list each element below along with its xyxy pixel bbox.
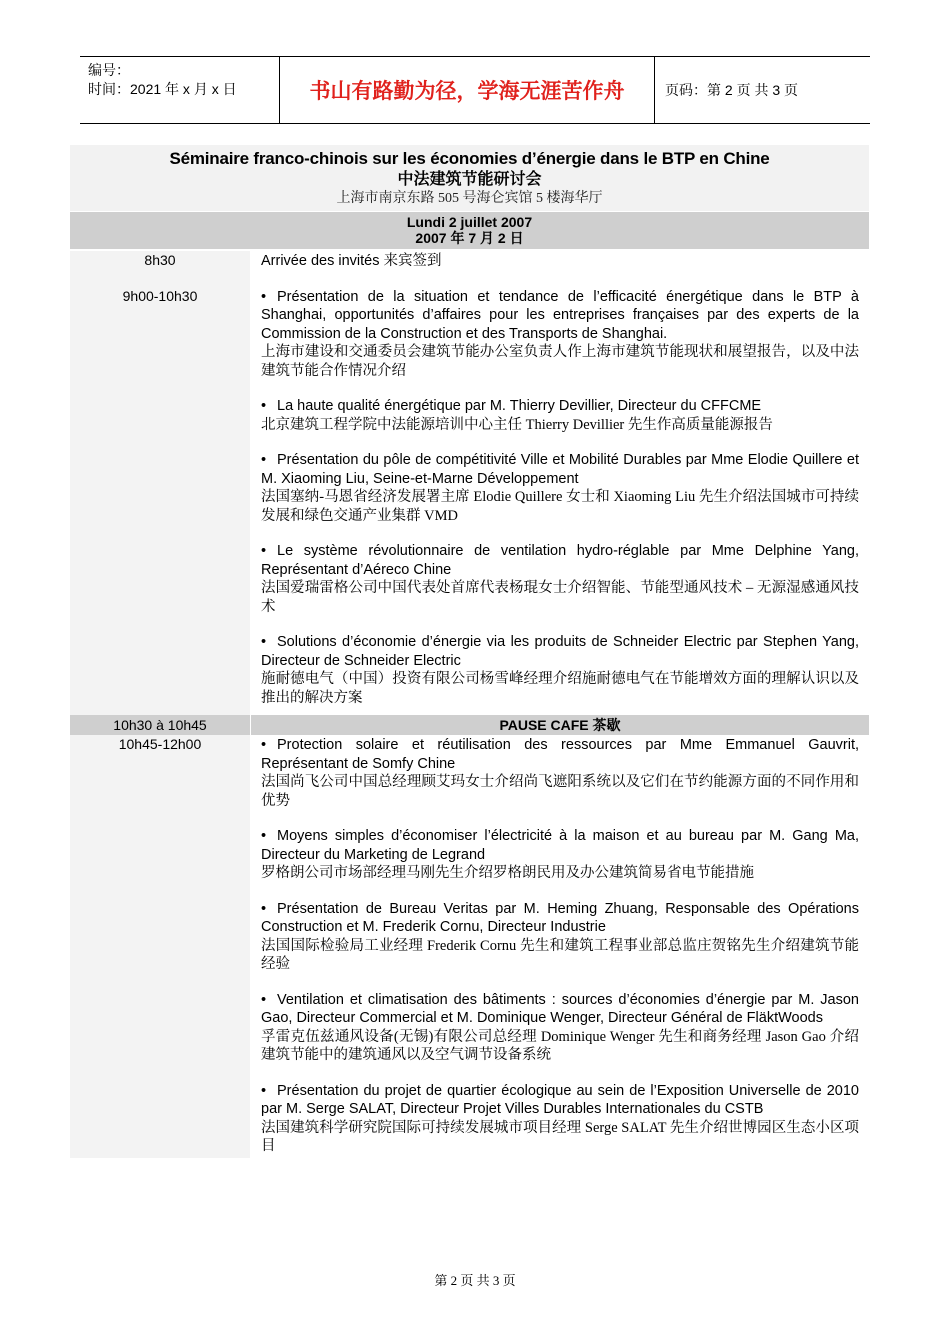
session-morning-2 xyxy=(70,735,869,1158)
time-column xyxy=(70,735,250,1158)
page-header xyxy=(80,56,870,124)
date-cn: 2007 年 7 月 2 日 xyxy=(415,230,524,246)
pause-row xyxy=(70,715,869,735)
pause-label: PAUSE CAFE 茶歇 xyxy=(250,715,869,735)
bullet-icon: • xyxy=(261,634,267,650)
content-column xyxy=(250,735,869,1158)
bullet-icon: • xyxy=(261,1082,267,1099)
seminar-address: 上海市南京东路 505 号海仑宾馆 5 楼海华厅 xyxy=(336,191,603,206)
list-item: • Moyens simples d’économiser l’électricité à la maison et au bureau par M. Gang Ma, Directeur du Marketing de Legrand 罗格朗公司市场部经理马刚先生介绍罗格朗民用及办公建筑简易省电节能措施 xyxy=(261,828,859,881)
seminar-title-block xyxy=(70,145,869,211)
bullet-icon: • xyxy=(261,900,267,917)
agenda-table xyxy=(70,145,869,1158)
seminar-title-fr: Séminaire franco-chinois sur les économies d’énergie dans le BTP en Chine xyxy=(169,149,770,168)
time-slot: 9h00-10h30 xyxy=(122,287,198,304)
page-footer: 第 2 页 共 3 页 xyxy=(434,1273,516,1288)
arrival-text: Arrivée des invités 来宾签到 xyxy=(261,253,442,269)
seminar-title-cn: 中法建筑节能研讨会 xyxy=(397,171,542,188)
header-time-label: 时间：2021 年 x 月 x 日 xyxy=(88,81,237,97)
bullet-icon: • xyxy=(261,452,267,468)
bullet-icon: • xyxy=(261,828,267,844)
list-item: • Ventilation et climatisation des bâtiments : sources d’économies d’énergie par M. Jason Gao, Directeur Commercial et M. Dominique Wenger, Directeur Général de FläktWoods 孚雷克伍兹通风设备(无锡)有限公司总经理 Dominique Wenger 先生和商务经理 Jason Gao 介绍建筑节能中的建筑通风以及空气调节设备系统 xyxy=(261,991,859,1063)
header-number-label: 编号： xyxy=(88,62,130,78)
header-page-label: 页码：第 2 页 共 3 页 xyxy=(665,82,799,98)
bullet-icon: • xyxy=(261,398,267,414)
time-slot: 10h45-12h00 xyxy=(118,736,202,752)
bullet-icon: • xyxy=(261,543,267,559)
header-meta xyxy=(80,57,280,123)
time-column xyxy=(70,251,250,715)
list-item: • Présentation de la situation et tendance de l’efficacité énergétique dans le BTP à Shanghai, opportunités d’affaires pour les entreprises françaises par des experts de la Commission de la Construction et des Transports de Shanghai. 上海市建设和交通委员会建筑节能办公室负责人作上海市建筑节能现状和展望报告，以及中法建筑节能合作情况介绍 xyxy=(261,288,859,379)
list-item: • La haute qualité énergétique par M. Thierry Devillier, Directeur du CFFCME 北京建筑工程学院中法能源培训中心主任 Thierry Devillier 先生作高质量能源报告 xyxy=(261,398,773,433)
bullet-icon: • xyxy=(261,288,267,305)
bullet-icon: • xyxy=(261,737,267,753)
content-column xyxy=(250,251,869,715)
list-item: • Présentation du pôle de compétitivité Ville et Mobilité Durables par Mme Elodie Quillere et M. Xiaoming Liu, Seine-et-Marne Développement 法国塞纳-马恩省经济发展署主席 Elodie Quillere 女士和 Xiaoming Liu 先生介绍法国城市可持续发展和绿色交通产业集群 VMD xyxy=(261,452,859,524)
list-item: • Protection solaire et réutilisation des ressources par Mme Emmanuel Gauvrit, Représentant de Somfy Chine 法国尚飞公司中国总经理顾艾玛女士介绍尚飞遮阳系统以及它们在节约能源方面的不同作用和优势 xyxy=(261,737,859,809)
session-morning-1 xyxy=(70,251,869,715)
date-fr: Lundi 2 juillet 2007 xyxy=(406,214,533,230)
time-slot: 8h30 xyxy=(144,252,176,268)
header-motto: 书山有路勤为径，学海无涯苦作舟 xyxy=(280,57,655,123)
list-item: • Présentation de Bureau Veritas par M. Heming Zhuang, Responsable des Opérations Construction et M. Frederik Cornu, Directeur Industrie 法国国际检验局工业经理 Frederik Cornu 先生和建筑工程事业部总监庄贺铭先生介绍建筑节能经验 xyxy=(261,900,859,972)
list-item: • Solutions d’économie d’énergie via les produits de Schneider Electric par Stephen Yang, Directeur de Schneider Electric 施耐德电气（中国）投资有限公司杨雪峰经理介绍施耐德电气在节能增效方面的理解认识以及推出的解决方案 xyxy=(261,634,859,706)
bullet-icon: • xyxy=(261,991,267,1008)
list-item: • Présentation du projet de quartier écologique au sein de l’Exposition Universelle de 2010 par M. Serge SALAT, Directeur Projet Villes Durables Internationales du CSTB 法国建筑科学研究院国际可持续发展城市项目经理 Serge SALAT 先生介绍世博园区生态小区项目 xyxy=(261,1082,859,1154)
list-item: • Le système révolutionnaire de ventilation hydro-réglable par Mme Delphine Yang, Représentant d’Aéreco Chine 法国爱瑞雷格公司中国代表处首席代表杨琨女士介绍智能、节能型通风技术 – 无源湿感通风技术 xyxy=(261,543,859,615)
pause-time: 10h30 à 10h45 xyxy=(70,715,250,735)
date-block xyxy=(70,211,869,249)
